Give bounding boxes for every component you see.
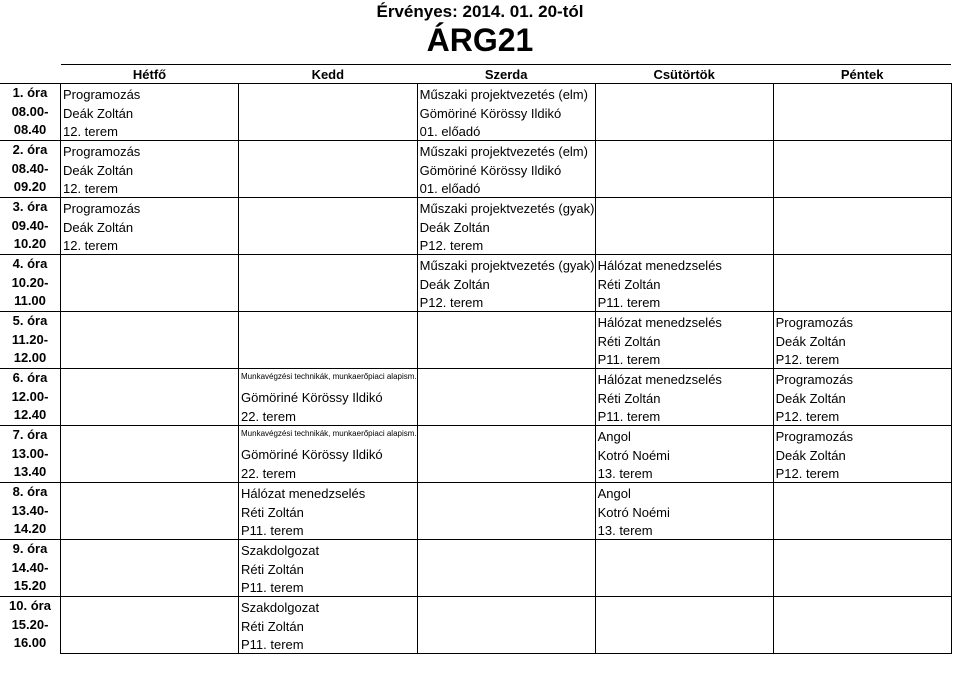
room: 12. terem: [63, 238, 118, 253]
room: P11. terem: [241, 523, 304, 538]
lesson-cell: [595, 540, 773, 597]
lesson-cell: [773, 597, 951, 654]
lesson-time: [0, 198, 61, 255]
lesson-number: 3. óra: [12, 199, 48, 214]
lesson-cell: [773, 483, 951, 540]
lesson-time-part: 13.40-: [11, 502, 49, 518]
teacher-name: Gömöriné Körössy Ildikó: [241, 390, 383, 405]
teacher-name: Deák Zoltán: [63, 162, 134, 178]
teacher-name: Deák Zoltán: [63, 219, 134, 235]
teacher-name: Réti Zoltán: [597, 276, 661, 292]
lesson-time: [0, 483, 61, 540]
lesson-cell: [773, 84, 951, 141]
lesson-row: [0, 84, 951, 141]
room: P11. terem: [597, 352, 661, 367]
lesson-cell: [595, 312, 773, 369]
lesson-cell: [61, 369, 239, 426]
lesson-number: 6. óra: [12, 370, 48, 385]
lesson-cell: [417, 426, 595, 483]
lesson-number: 9. óra: [12, 541, 48, 556]
lesson-cell: [239, 141, 418, 198]
lesson-time-part: 14.40-: [11, 559, 49, 575]
lesson-cell: [595, 597, 773, 654]
lesson-cell: [773, 255, 951, 312]
subject-name: Programozás: [775, 429, 853, 444]
lesson-time-part: 12.00: [13, 350, 47, 365]
lesson-time-part: 11.20-: [11, 331, 49, 347]
lesson-time-part: 08.40-: [11, 160, 49, 176]
lesson-cell: [595, 141, 773, 198]
subject-name: Angol: [597, 486, 631, 501]
lesson-cell: [595, 198, 773, 255]
lesson-row: [0, 426, 951, 483]
lesson-time-part: 15.20-: [11, 616, 49, 632]
timetable: [0, 64, 952, 654]
lesson-row: [0, 540, 951, 597]
lesson-cell: [239, 369, 418, 426]
subject-name-small: Munkavégzési technikák, munkaerőpiaci alapism.: [241, 372, 417, 381]
lesson-time-part: 11.00: [14, 293, 46, 308]
lesson-cell: [595, 426, 773, 483]
lesson-number: 5. óra: [12, 313, 48, 328]
lesson-cell: [417, 597, 595, 654]
subject-name: Műszaki projektvezetés (elm): [419, 87, 588, 102]
room: 01. előadó: [419, 124, 481, 139]
lesson-time: [0, 597, 61, 654]
teacher-name: Deák Zoltán: [775, 447, 846, 463]
lesson-number: 2. óra: [12, 142, 48, 157]
lesson-time-part: 09.20: [13, 179, 47, 194]
lesson-cell: [61, 141, 239, 198]
lesson-time-part: 12.00-: [11, 388, 49, 404]
lesson-time-part: 10.20-: [11, 274, 49, 290]
lesson-number: 7. óra: [12, 427, 48, 442]
subject-name: Hálózat menedzselés: [597, 258, 722, 273]
lesson-cell: [61, 198, 239, 255]
lesson-row: [0, 597, 951, 654]
timetable-table: [0, 64, 952, 654]
day-header: Csütörtök: [595, 65, 773, 84]
lesson-cell: [61, 312, 239, 369]
lesson-row: [0, 141, 951, 198]
lesson-time-part: 12.40: [13, 407, 47, 422]
subject-name: Hálózat menedzselés: [597, 315, 722, 330]
lesson-row: [0, 312, 951, 369]
subject-name: Hálózat menedzselés: [597, 372, 722, 387]
lesson-cell: [61, 597, 239, 654]
teacher-name: Deák Zoltán: [775, 333, 846, 349]
subject-name: Programozás: [775, 315, 853, 330]
room: P11. terem: [597, 295, 661, 310]
subject-name: Szakdolgozat: [241, 543, 320, 558]
teacher-name: Kotró Noémi: [597, 447, 670, 463]
lesson-number: 1. óra: [12, 85, 48, 100]
teacher-name: Réti Zoltán: [241, 618, 304, 634]
subject-name: Műszaki projektvezetés (gyak): [419, 258, 595, 273]
teacher-name: Kotró Noémi: [597, 504, 670, 520]
subject-name: Programozás: [775, 372, 853, 387]
teacher-name: Deák Zoltán: [775, 390, 846, 406]
lesson-cell: [61, 255, 239, 312]
lesson-cell: [773, 312, 951, 369]
subject-name: Programozás: [63, 201, 141, 216]
lesson-cell: [239, 255, 418, 312]
lesson-cell: [417, 84, 595, 141]
lesson-time: [0, 141, 61, 198]
teacher-name: Deák Zoltán: [419, 276, 490, 292]
day-header: Szerda: [417, 65, 595, 84]
day-header: Péntek: [773, 65, 951, 84]
lesson-time-part: 13.40: [13, 464, 47, 479]
lesson-cell: [417, 483, 595, 540]
validity-date: Érvényes: 2014. 01. 20-tól: [376, 2, 584, 21]
subject-name: Műszaki projektvezetés (elm): [419, 144, 588, 159]
teacher-name: Deák Zoltán: [63, 105, 134, 121]
day-header: Kedd: [239, 65, 418, 84]
subject-name: Angol: [597, 429, 631, 444]
room: P12. terem: [775, 409, 840, 424]
teacher-name: Réti Zoltán: [597, 390, 661, 406]
lesson-cell: [239, 426, 418, 483]
lesson-cell: [61, 540, 239, 597]
lesson-row: [0, 483, 951, 540]
room: P12. terem: [419, 295, 484, 310]
lesson-cell: [595, 84, 773, 141]
lesson-time: [0, 426, 61, 483]
lesson-cell: [773, 198, 951, 255]
lesson-cell: [595, 369, 773, 426]
room: 12. terem: [63, 124, 118, 139]
lesson-cell: [417, 198, 595, 255]
room: P12. terem: [419, 238, 484, 253]
lesson-time-part: 15.20: [13, 578, 47, 593]
teacher-name: Réti Zoltán: [241, 504, 304, 520]
lesson-time: [0, 369, 61, 426]
teacher-name: Gömöriné Körössy Ildikó: [241, 447, 383, 462]
lesson-row: [0, 255, 951, 312]
lesson-number: 4. óra: [12, 256, 48, 271]
lesson-cell: [239, 84, 418, 141]
teacher-name: Réti Zoltán: [597, 333, 661, 349]
lesson-number: 8. óra: [12, 484, 48, 499]
room: 01. előadó: [419, 181, 481, 196]
room: 13. terem: [597, 523, 653, 538]
lesson-time-part: 09.40-: [11, 217, 49, 233]
lesson-cell: [773, 369, 951, 426]
lesson-cell: [417, 369, 595, 426]
subject-name: Programozás: [63, 87, 141, 102]
lesson-cell: [417, 255, 595, 312]
room: 12. terem: [63, 181, 118, 196]
lesson-cell: [773, 141, 951, 198]
lesson-time: [0, 84, 61, 141]
lesson-row: [0, 198, 951, 255]
lesson-cell: [61, 426, 239, 483]
subject-name-small: Munkavégzési technikák, munkaerőpiaci alapism.: [241, 429, 417, 438]
room: P11. terem: [241, 580, 304, 595]
subject-name: Műszaki projektvezetés (gyak): [419, 201, 595, 216]
lesson-time-part: 08.00-: [11, 103, 49, 119]
room: P12. terem: [775, 466, 840, 481]
day-header: Hétfő: [61, 65, 239, 84]
subject-name: Hálózat menedzselés: [241, 486, 366, 501]
lesson-cell: [773, 426, 951, 483]
lesson-time-part: 10.20: [13, 236, 47, 251]
lesson-cell: [239, 198, 418, 255]
lesson-time-part: 14.20: [13, 521, 47, 536]
lesson-cell: [239, 597, 418, 654]
lesson-cell: [417, 312, 595, 369]
teacher-name: Deák Zoltán: [419, 219, 490, 235]
lesson-number: 10. óra: [9, 598, 51, 613]
room: 13. terem: [597, 466, 653, 481]
lesson-cell: [239, 540, 418, 597]
lesson-cell: [239, 312, 418, 369]
lesson-cell: [595, 483, 773, 540]
teacher-name: Gömöriné Körössy Ildikó: [419, 162, 562, 178]
lesson-cell: [417, 540, 595, 597]
lesson-cell: [239, 483, 418, 540]
day-header-row: [0, 65, 951, 84]
lesson-time: [0, 312, 61, 369]
corner-cell: [0, 65, 61, 84]
room: 22. terem: [241, 465, 296, 481]
room: P12. terem: [775, 352, 840, 367]
lesson-time-part: 08.40: [13, 122, 47, 137]
lesson-time: [0, 255, 61, 312]
lesson-cell: [417, 141, 595, 198]
lesson-cell: [773, 540, 951, 597]
room: P11. terem: [241, 637, 304, 652]
teacher-name: Gömöriné Körössy Ildikó: [419, 105, 562, 121]
lesson-time-part: 13.00-: [11, 445, 49, 461]
lesson-row: [0, 369, 951, 426]
subject-name: Szakdolgozat: [241, 600, 320, 615]
lesson-time: [0, 540, 61, 597]
lesson-cell: [61, 483, 239, 540]
room: 22. terem: [241, 408, 296, 424]
lesson-cell: [595, 255, 773, 312]
class-title: ÁRG21: [426, 22, 534, 58]
teacher-name: Réti Zoltán: [241, 561, 304, 577]
lesson-time-part: 16.00: [13, 635, 47, 650]
room: P11. terem: [597, 409, 661, 424]
subject-name: Programozás: [63, 144, 141, 159]
lesson-cell: [61, 84, 239, 141]
